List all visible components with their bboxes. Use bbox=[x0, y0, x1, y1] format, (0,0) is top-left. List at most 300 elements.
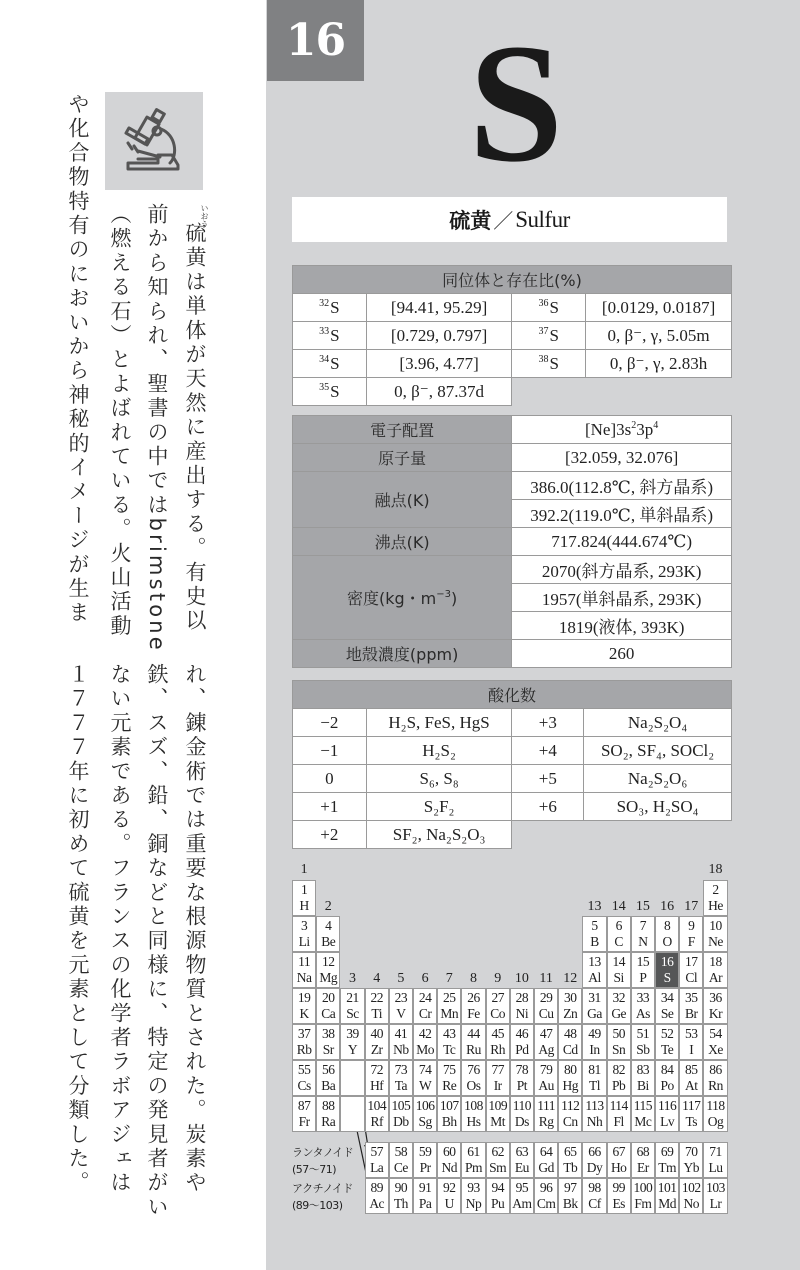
cell-atomic-number: 65 bbox=[564, 1144, 577, 1159]
element-cell-s bbox=[655, 952, 679, 988]
cell-atomic-number: 59 bbox=[418, 1144, 432, 1159]
atomic-number-badge: 16 bbox=[267, 0, 364, 81]
cell-symbol: Pt bbox=[516, 1078, 528, 1093]
cell-atomic-number: 33 bbox=[636, 990, 650, 1005]
cell-symbol: Mo bbox=[416, 1042, 434, 1057]
element-cell-sn bbox=[607, 1024, 631, 1060]
table-row bbox=[293, 444, 732, 472]
cell-symbol: O bbox=[662, 934, 672, 949]
element-cell-pu bbox=[486, 1178, 510, 1214]
cell-atomic-number: 67 bbox=[612, 1144, 625, 1159]
element-cell-lu bbox=[703, 1142, 727, 1178]
group-label: 17 bbox=[684, 899, 699, 914]
cell-atomic-number: 98 bbox=[588, 1180, 601, 1195]
cell-atomic-number: 41 bbox=[394, 1026, 408, 1041]
element-cell-ru bbox=[461, 1024, 485, 1060]
text-column-3: （燃える石）とよばれている。火山活動 bbox=[108, 203, 132, 639]
cell-symbol: Lr bbox=[709, 1196, 722, 1211]
cell-atomic-number: 20 bbox=[322, 990, 335, 1005]
element-cell-bh bbox=[437, 1096, 461, 1132]
element-cell-al bbox=[582, 952, 606, 988]
group-label: 5 bbox=[397, 971, 405, 986]
element-cell-yb bbox=[679, 1142, 703, 1178]
microscope-icon-box bbox=[105, 92, 203, 190]
element-cell-ac bbox=[365, 1178, 389, 1214]
cell-symbol: Rg bbox=[538, 1114, 554, 1129]
oxidation-state: +2 bbox=[293, 821, 367, 849]
cell-symbol: Pa bbox=[418, 1196, 432, 1211]
cell-symbol: Mc bbox=[634, 1114, 652, 1129]
element-name-en: Sulfur bbox=[515, 206, 570, 232]
periodic-table bbox=[292, 862, 762, 1262]
cell-symbol: Na bbox=[296, 970, 312, 985]
cell-atomic-number: 27 bbox=[491, 990, 504, 1005]
element-cell-nb bbox=[389, 1024, 413, 1060]
element-cell-ce bbox=[389, 1142, 413, 1178]
cell-atomic-number: 16 bbox=[660, 954, 674, 969]
element-cell-zn bbox=[558, 988, 582, 1024]
cell-symbol: Pr bbox=[419, 1160, 431, 1175]
cell-symbol: Tm bbox=[658, 1160, 676, 1175]
cell-symbol: Ga bbox=[587, 1006, 602, 1021]
element-cell-hf bbox=[365, 1060, 389, 1096]
element-cell-c bbox=[607, 916, 631, 952]
element-cell-b bbox=[582, 916, 606, 952]
element-cell-mn bbox=[437, 988, 461, 1024]
element-cell-nd bbox=[437, 1142, 461, 1178]
cell-atomic-number: 86 bbox=[709, 1062, 722, 1077]
cell-symbol: Gd bbox=[538, 1160, 554, 1175]
cell-symbol: S bbox=[663, 970, 671, 985]
cell-atomic-number: 103 bbox=[706, 1180, 725, 1195]
cell-atomic-number: 6 bbox=[615, 918, 622, 933]
element-cell-rg bbox=[534, 1096, 558, 1132]
cell-symbol: Nh bbox=[586, 1114, 603, 1129]
element-cell-in bbox=[582, 1024, 606, 1060]
oxidation-state: +6 bbox=[512, 793, 584, 821]
cell-atomic-number: 61 bbox=[467, 1144, 480, 1159]
cell-atomic-number: 75 bbox=[443, 1062, 456, 1077]
cell-symbol: At bbox=[685, 1078, 698, 1093]
element-cell-eu bbox=[510, 1142, 534, 1178]
cell-symbol: Lu bbox=[708, 1160, 723, 1175]
cell-atomic-number: 17 bbox=[685, 954, 698, 969]
oxidation-state: +5 bbox=[512, 765, 584, 793]
oxidation-compounds: S₂F₂ bbox=[366, 793, 512, 821]
cell-atomic-number: 87 bbox=[297, 1098, 311, 1113]
group-label: 1 bbox=[300, 862, 308, 877]
element-cell-u bbox=[437, 1178, 461, 1214]
cell-atomic-number: 37 bbox=[297, 1026, 311, 1041]
cell-symbol: Rf bbox=[370, 1114, 383, 1129]
cell-symbol: Th bbox=[393, 1196, 408, 1211]
microscope-icon bbox=[118, 105, 190, 177]
cell-symbol: Yb bbox=[683, 1160, 700, 1175]
table-row bbox=[293, 737, 732, 765]
cell-symbol: Nd bbox=[441, 1160, 458, 1175]
cell-symbol: Ho bbox=[610, 1160, 627, 1175]
cell-symbol: U bbox=[444, 1196, 454, 1211]
cell-atomic-number: 116 bbox=[657, 1098, 677, 1113]
cell-symbol: Tb bbox=[563, 1160, 578, 1175]
element-cell-fr bbox=[292, 1096, 316, 1132]
cell-symbol: Pm bbox=[464, 1160, 482, 1175]
element-cell-i bbox=[679, 1024, 703, 1060]
element-name-jp: 硫黄 bbox=[449, 208, 492, 233]
cell-symbol: Au bbox=[538, 1078, 554, 1093]
element-cell-no bbox=[679, 1178, 703, 1214]
cell-atomic-number: 104 bbox=[367, 1098, 387, 1113]
cell-atomic-number: 4 bbox=[325, 918, 332, 933]
cell-atomic-number: 81 bbox=[588, 1062, 601, 1077]
cell-atomic-number: 50 bbox=[612, 1026, 625, 1041]
oxidation-compounds: S₆, S₈ bbox=[366, 765, 512, 793]
cell-atomic-number: 91 bbox=[418, 1180, 432, 1195]
isotope-table-title: 同位体と存在比(%) bbox=[293, 266, 732, 294]
element-cell-be bbox=[316, 916, 340, 952]
cell-atomic-number: 44 bbox=[467, 1026, 480, 1041]
cell-symbol: Ta bbox=[394, 1078, 408, 1093]
cell-atomic-number: 13 bbox=[588, 954, 601, 969]
element-cell-ga bbox=[582, 988, 606, 1024]
atomic-weight-value: [32.059, 32.076] bbox=[512, 444, 732, 472]
cell-atomic-number: 51 bbox=[636, 1026, 650, 1041]
group-label: 11 bbox=[539, 971, 553, 986]
melting-point-label: 融点(K) bbox=[293, 472, 512, 528]
description-panel bbox=[0, 0, 266, 1270]
electron-config-label: 電子配置 bbox=[293, 416, 512, 444]
element-cell-rh bbox=[486, 1024, 510, 1060]
oxidation-state: −1 bbox=[293, 737, 367, 765]
element-cell-tl bbox=[582, 1060, 606, 1096]
element-cell-se bbox=[655, 988, 679, 1024]
oxidation-state: +3 bbox=[512, 709, 584, 737]
element-cell-ta bbox=[389, 1060, 413, 1096]
cell-atomic-number: 62 bbox=[491, 1144, 504, 1159]
cell-symbol: Co bbox=[490, 1006, 506, 1021]
cell-symbol: Br bbox=[685, 1006, 698, 1021]
cell-atomic-number: 85 bbox=[685, 1062, 698, 1077]
cell-atomic-number: 5 bbox=[591, 918, 598, 933]
element-cell-hg bbox=[558, 1060, 582, 1096]
cell-symbol: Be bbox=[321, 934, 336, 949]
cell-symbol: Ge bbox=[611, 1006, 627, 1021]
cell-symbol: Bk bbox=[562, 1196, 578, 1211]
cell-atomic-number: 26 bbox=[467, 990, 480, 1005]
element-cell-fe bbox=[461, 988, 485, 1024]
cell-atomic-number: 99 bbox=[612, 1180, 625, 1195]
cell-symbol: Dy bbox=[586, 1160, 603, 1175]
placeholder-cell bbox=[340, 1096, 364, 1132]
cell-symbol: Db bbox=[393, 1114, 409, 1129]
element-cell-h bbox=[292, 880, 316, 916]
element-cell-ds bbox=[510, 1096, 534, 1132]
element-cell-cs bbox=[292, 1060, 316, 1096]
cell-atomic-number: 3 bbox=[300, 918, 308, 933]
cell-symbol: Sr bbox=[322, 1042, 334, 1057]
cell-atomic-number: 95 bbox=[515, 1180, 529, 1195]
table-row bbox=[293, 528, 732, 556]
cell-symbol: Ar bbox=[708, 970, 723, 985]
cell-atomic-number: 57 bbox=[370, 1144, 383, 1159]
cell-atomic-number: 47 bbox=[539, 1026, 553, 1041]
cell-symbol: Ba bbox=[321, 1078, 336, 1093]
cell-atomic-number: 58 bbox=[394, 1144, 408, 1159]
lanthanoids-label: ランタノイド (57〜71) bbox=[292, 1146, 354, 1176]
cell-symbol: Ds bbox=[514, 1114, 529, 1129]
cell-symbol: K bbox=[299, 1006, 309, 1021]
cell-atomic-number: 15 bbox=[636, 954, 650, 969]
element-cell-na bbox=[292, 952, 316, 988]
element-cell-gd bbox=[534, 1142, 558, 1178]
group-label: 4 bbox=[373, 971, 381, 986]
cell-atomic-number: 83 bbox=[636, 1062, 650, 1077]
cell-atomic-number: 106 bbox=[415, 1098, 435, 1113]
cell-symbol: H bbox=[299, 898, 309, 913]
cell-symbol: Pb bbox=[612, 1078, 626, 1093]
cell-atomic-number: 48 bbox=[564, 1026, 577, 1041]
cell-symbol: Rn bbox=[708, 1078, 723, 1093]
cell-symbol: Er bbox=[637, 1160, 649, 1175]
element-cell-np bbox=[461, 1178, 485, 1214]
element-cell-tc bbox=[437, 1024, 461, 1060]
cell-symbol: Cl bbox=[685, 970, 698, 985]
text-column-2: 前から知られ、聖書の中ではbrimstone bbox=[145, 203, 169, 653]
element-cell-bi bbox=[631, 1060, 655, 1096]
cell-symbol: Fl bbox=[613, 1114, 624, 1129]
table-row bbox=[293, 294, 732, 322]
cell-atomic-number: 107 bbox=[439, 1098, 459, 1113]
cell-atomic-number: 24 bbox=[418, 990, 432, 1005]
element-cell-ge bbox=[607, 988, 631, 1024]
cell-symbol: Tc bbox=[443, 1042, 456, 1057]
element-cell-dy bbox=[582, 1142, 606, 1178]
density-value: 2070(斜方晶系, 293K) bbox=[512, 556, 732, 584]
table-row bbox=[293, 640, 732, 668]
element-cell-bk bbox=[558, 1178, 582, 1214]
text-column-1: 硫黄は単体が天然に産出する。有史以 bbox=[183, 222, 207, 634]
cell-symbol: Lv bbox=[660, 1114, 675, 1129]
cell-symbol: Ir bbox=[493, 1078, 502, 1093]
cell-atomic-number: 28 bbox=[515, 990, 529, 1005]
cell-symbol: Ru bbox=[466, 1042, 481, 1057]
group-label: 9 bbox=[494, 971, 502, 986]
cell-symbol: W bbox=[418, 1078, 432, 1093]
element-cell-pt bbox=[510, 1060, 534, 1096]
cell-atomic-number: 11 bbox=[298, 954, 311, 969]
element-cell-ba bbox=[316, 1060, 340, 1096]
cell-atomic-number: 84 bbox=[660, 1062, 674, 1077]
element-cell-kr bbox=[703, 988, 727, 1024]
element-cell-re bbox=[437, 1060, 461, 1096]
cell-atomic-number: 100 bbox=[633, 1180, 653, 1195]
cell-symbol: Sb bbox=[636, 1042, 650, 1057]
cell-symbol: Ni bbox=[515, 1006, 529, 1021]
actinoids-label: アクチノイド (89〜103) bbox=[292, 1182, 353, 1212]
oxidation-state: 0 bbox=[293, 765, 367, 793]
cell-symbol: Ra bbox=[321, 1114, 336, 1129]
group-label: 13 bbox=[587, 899, 602, 914]
isotope-symbol: $^{33}$S bbox=[293, 322, 367, 350]
element-cell-ra bbox=[316, 1096, 340, 1132]
table-row bbox=[293, 472, 732, 500]
element-cell-rb bbox=[292, 1024, 316, 1060]
element-cell-pm bbox=[461, 1142, 485, 1178]
cell-symbol: Tl bbox=[588, 1078, 600, 1093]
cell-atomic-number: 89 bbox=[370, 1180, 383, 1195]
text-column-4: や化合物特有のにおいから神秘的イメージが生ま bbox=[66, 93, 90, 626]
cell-symbol: N bbox=[638, 934, 648, 949]
cell-symbol: Hg bbox=[562, 1078, 579, 1093]
element-cell-es bbox=[607, 1178, 631, 1214]
element-cell-k bbox=[292, 988, 316, 1024]
cell-symbol: Ts bbox=[685, 1114, 698, 1129]
cell-symbol: I bbox=[689, 1042, 694, 1057]
cell-atomic-number: 34 bbox=[660, 990, 674, 1005]
cell-symbol: F bbox=[687, 934, 695, 949]
oxidation-compounds: H₂S₂ bbox=[366, 737, 512, 765]
element-cell-hs bbox=[461, 1096, 485, 1132]
cell-symbol: Sm bbox=[489, 1160, 507, 1175]
cell-symbol: Mn bbox=[440, 1006, 459, 1021]
element-cell-cd bbox=[558, 1024, 582, 1060]
density-label: 密度(kg・$m^{-3}$) bbox=[293, 556, 512, 640]
element-cell-lv bbox=[655, 1096, 679, 1132]
cell-symbol: Re bbox=[442, 1078, 457, 1093]
cell-atomic-number: 46 bbox=[515, 1026, 529, 1041]
oxidation-table-title: 酸化数 bbox=[293, 681, 732, 709]
cell-symbol: Zn bbox=[563, 1006, 578, 1021]
oxidation-compounds: SF₂, Na₂S₂O₃ bbox=[366, 821, 512, 849]
table-row bbox=[293, 378, 732, 406]
cell-symbol: Sn bbox=[612, 1042, 626, 1057]
table-row bbox=[293, 350, 732, 378]
cell-atomic-number: 78 bbox=[515, 1062, 529, 1077]
element-cell-p bbox=[631, 952, 655, 988]
table-row bbox=[293, 765, 732, 793]
cell-atomic-number: 60 bbox=[443, 1144, 456, 1159]
cell-symbol: Cf bbox=[588, 1196, 601, 1211]
isotope-value: [3.96, 4.77] bbox=[366, 350, 512, 378]
isotope-value: 0, β⁻, γ, 5.05m bbox=[586, 322, 732, 350]
oxidation-compounds: SO₂, SF₄, SOCl₂ bbox=[584, 737, 732, 765]
cell-symbol: V bbox=[396, 1006, 406, 1021]
oxidation-state: +1 bbox=[293, 793, 367, 821]
element-cell-er bbox=[631, 1142, 655, 1178]
group-label: 14 bbox=[611, 899, 626, 914]
isotope-value: [94.41, 95.29] bbox=[366, 294, 512, 322]
cell-symbol: Se bbox=[660, 1006, 674, 1021]
element-cell-sc bbox=[340, 988, 364, 1024]
element-cell-v bbox=[389, 988, 413, 1024]
isotope-value: [0.729, 0.797] bbox=[366, 322, 512, 350]
cell-atomic-number: 111 bbox=[537, 1098, 555, 1113]
boiling-point-label: 沸点(K) bbox=[293, 528, 512, 556]
element-cell-w bbox=[413, 1060, 437, 1096]
table-row bbox=[293, 556, 732, 584]
cell-atomic-number: 110 bbox=[512, 1098, 532, 1113]
cell-atomic-number: 19 bbox=[297, 990, 311, 1005]
group-label: 18 bbox=[708, 862, 723, 877]
element-cell-nh bbox=[582, 1096, 606, 1132]
element-cell-co bbox=[486, 988, 510, 1024]
element-cell-mg bbox=[316, 952, 340, 988]
cell-atomic-number: 82 bbox=[612, 1062, 625, 1077]
cell-atomic-number: 29 bbox=[539, 990, 553, 1005]
element-name-bar bbox=[292, 197, 727, 242]
cell-symbol: Ti bbox=[371, 1006, 382, 1021]
isotope-value: 0, β⁻, γ, 2.83h bbox=[586, 350, 732, 378]
cell-atomic-number: 64 bbox=[539, 1144, 553, 1159]
group-label: 6 bbox=[421, 971, 429, 986]
cell-symbol: Og bbox=[707, 1114, 724, 1129]
cell-atomic-number: 39 bbox=[346, 1026, 359, 1041]
cell-symbol: C bbox=[614, 934, 623, 949]
cell-atomic-number: 70 bbox=[685, 1144, 698, 1159]
element-cell-sr bbox=[316, 1024, 340, 1060]
cell-symbol: Sg bbox=[418, 1114, 432, 1129]
cell-symbol: Li bbox=[298, 934, 310, 949]
element-cell-as bbox=[631, 988, 655, 1024]
group-label: 12 bbox=[563, 971, 578, 986]
group-label: 7 bbox=[445, 971, 453, 986]
cell-symbol: No bbox=[683, 1196, 700, 1211]
element-cell-ar bbox=[703, 952, 727, 988]
cell-atomic-number: 97 bbox=[564, 1180, 577, 1195]
cell-atomic-number: 102 bbox=[681, 1180, 701, 1195]
isotope-symbol: $^{38}$S bbox=[512, 350, 586, 378]
cell-symbol: Zr bbox=[370, 1042, 383, 1057]
density-value: 1819(液体, 393K) bbox=[512, 612, 732, 640]
cell-symbol: Po bbox=[660, 1078, 674, 1093]
element-cell-md bbox=[655, 1178, 679, 1214]
element-cell-po bbox=[655, 1060, 679, 1096]
isotope-table bbox=[292, 265, 732, 406]
cell-symbol: Cr bbox=[418, 1006, 432, 1021]
cell-atomic-number: 2 bbox=[712, 882, 719, 897]
element-cell-la bbox=[365, 1142, 389, 1178]
cell-atomic-number: 92 bbox=[443, 1180, 456, 1195]
element-cell-rf bbox=[365, 1096, 389, 1132]
element-cell-ir bbox=[486, 1060, 510, 1096]
cell-symbol: Ce bbox=[393, 1160, 408, 1175]
cell-symbol: Es bbox=[612, 1196, 625, 1211]
element-cell-ne bbox=[703, 916, 727, 952]
cell-symbol: He bbox=[708, 898, 723, 913]
text-column-5: れ、錬金術では重要な根源物質とされた。炭素や bbox=[183, 663, 207, 1196]
cell-symbol: Fr bbox=[298, 1114, 310, 1129]
cell-atomic-number: 38 bbox=[322, 1026, 335, 1041]
element-cell-cn bbox=[558, 1096, 582, 1132]
element-cell-at bbox=[679, 1060, 703, 1096]
element-cell-tb bbox=[558, 1142, 582, 1178]
cell-symbol: Eu bbox=[514, 1160, 529, 1175]
element-cell-cl bbox=[679, 952, 703, 988]
element-cell-ni bbox=[510, 988, 534, 1024]
cell-symbol: Cd bbox=[562, 1042, 578, 1057]
element-cell-mc bbox=[631, 1096, 655, 1132]
name-separator: ／ bbox=[493, 209, 514, 233]
element-cell-pr bbox=[413, 1142, 437, 1178]
cell-atomic-number: 80 bbox=[564, 1062, 577, 1077]
element-cell-sg bbox=[413, 1096, 437, 1132]
cell-atomic-number: 53 bbox=[685, 1026, 698, 1041]
cell-atomic-number: 118 bbox=[706, 1098, 725, 1113]
cell-atomic-number: 8 bbox=[663, 918, 671, 933]
cell-atomic-number: 88 bbox=[322, 1098, 335, 1113]
cell-atomic-number: 18 bbox=[709, 954, 722, 969]
oxidation-compounds: Na₂S₂O₄ bbox=[584, 709, 732, 737]
